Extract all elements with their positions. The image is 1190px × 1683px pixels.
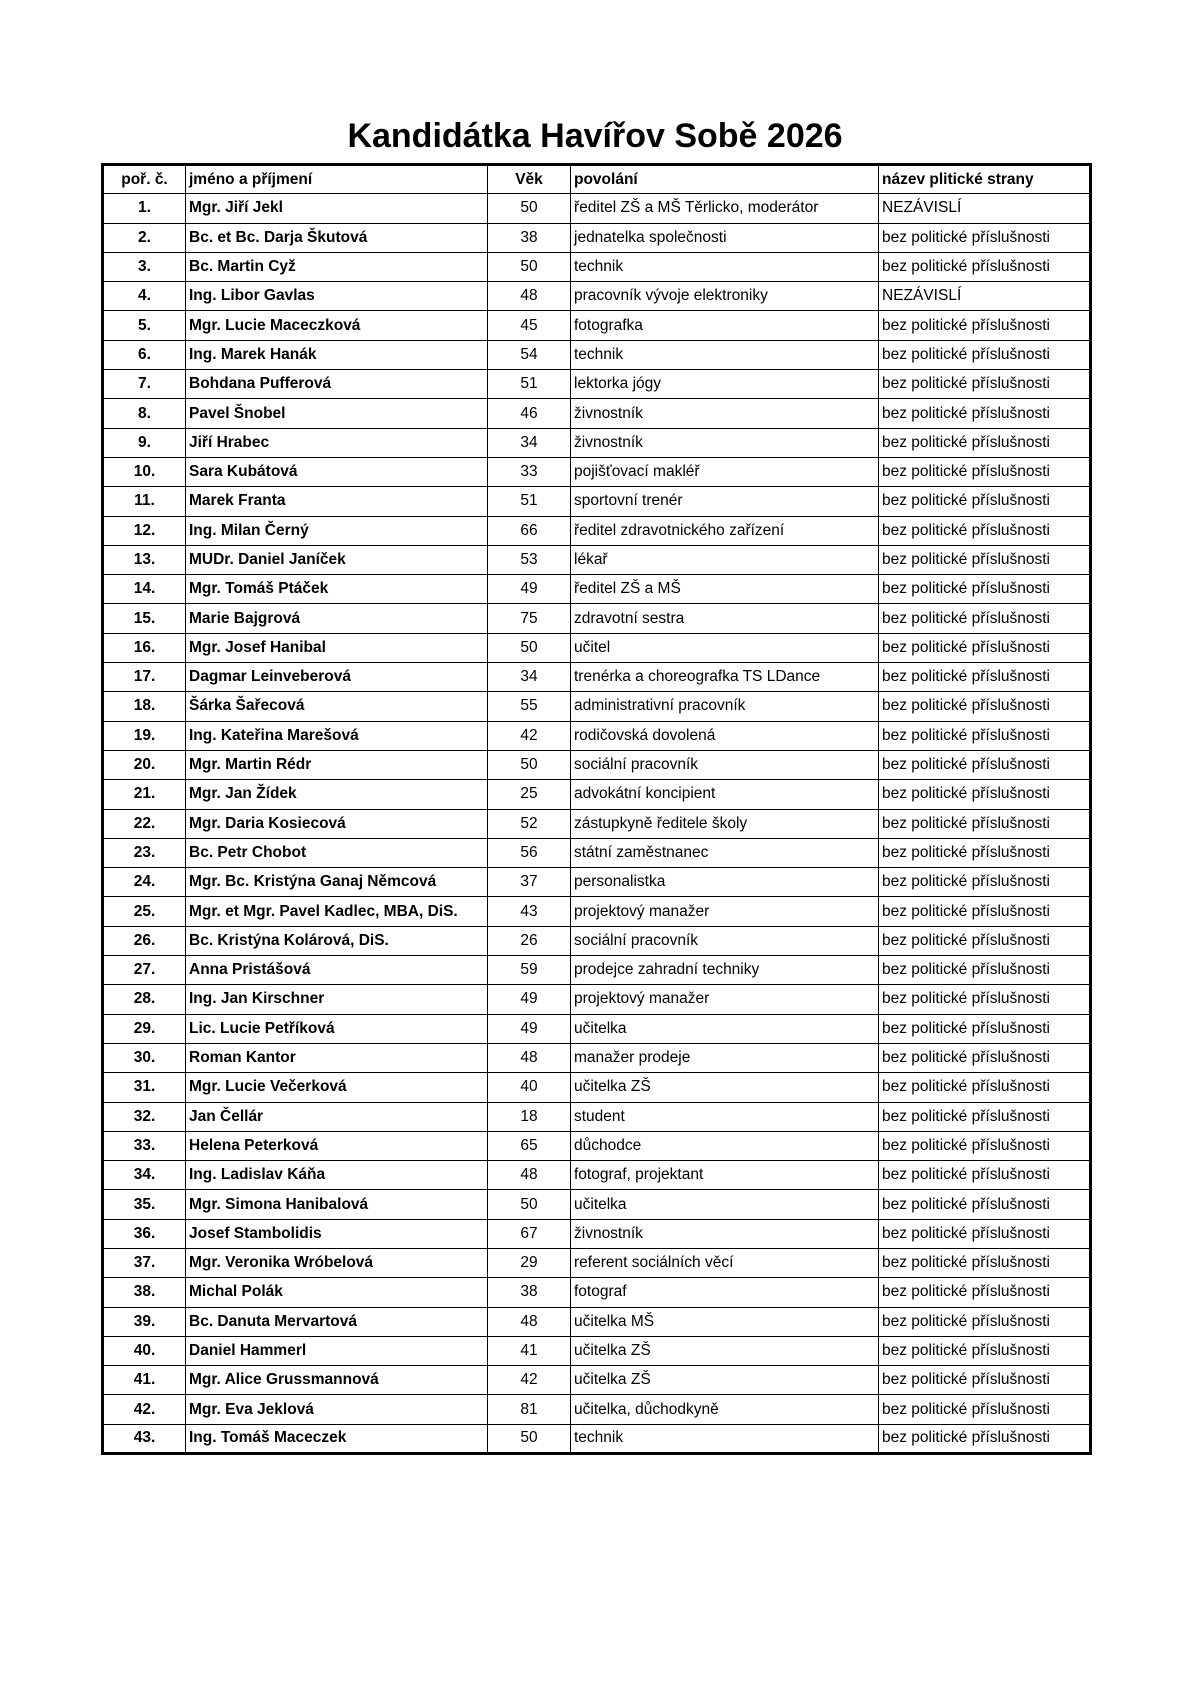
candidate-name: Jan Čellár [186,1102,488,1131]
candidate-occupation: prodejce zahradní techniky [571,956,879,985]
candidate-table [101,163,1092,1455]
row-number: 29. [103,1014,186,1043]
row-number: 26. [103,926,186,955]
candidate-age: 37 [488,868,571,897]
row-number: 40. [103,1336,186,1365]
row-number: 10. [103,457,186,486]
table-row [103,809,1091,838]
table-row [103,399,1091,428]
row-number: 33. [103,1131,186,1160]
candidate-occupation: administrativní pracovník [571,692,879,721]
candidate-age: 26 [488,926,571,955]
table-row [103,252,1091,281]
candidate-name: Sara Kubátová [186,457,488,486]
candidate-occupation: ředitel zdravotnického zařízení [571,516,879,545]
candidate-age: 48 [488,282,571,311]
candidate-occupation: student [571,1102,879,1131]
candidate-name: Ing. Libor Gavlas [186,282,488,311]
candidate-name: Mgr. Martin Rédr [186,750,488,779]
candidate-age: 51 [488,370,571,399]
candidate-occupation: státní zaměstnanec [571,838,879,867]
candidate-occupation: živnostník [571,399,879,428]
row-number: 34. [103,1161,186,1190]
candidate-name: Mgr. Daria Kosiecová [186,809,488,838]
candidate-occupation: důchodce [571,1131,879,1160]
candidate-party: bez politické příslušnosti [879,1131,1091,1160]
table-row [103,1102,1091,1131]
table-row [103,750,1091,779]
candidate-party: bez politické příslušnosti [879,838,1091,867]
candidate-occupation: učitelka MŠ [571,1307,879,1336]
candidate-age: 81 [488,1395,571,1424]
table-row [103,1366,1091,1395]
candidate-occupation: zástupkyně ředitele školy [571,809,879,838]
table-row [103,575,1091,604]
candidate-occupation: učitelka ZŠ [571,1366,879,1395]
candidate-party: bez politické příslušnosti [879,750,1091,779]
row-number: 22. [103,809,186,838]
row-number: 36. [103,1219,186,1248]
row-number: 6. [103,340,186,369]
table-row [103,926,1091,955]
candidate-party: bez politické příslušnosti [879,428,1091,457]
candidate-occupation: referent sociálních věcí [571,1248,879,1277]
candidate-party: bez politické příslušnosti [879,1219,1091,1248]
candidate-name: Daniel Hammerl [186,1336,488,1365]
candidate-age: 54 [488,340,571,369]
candidate-party: bez politické příslušnosti [879,809,1091,838]
candidate-age: 55 [488,692,571,721]
candidate-age: 50 [488,633,571,662]
candidate-occupation: sportovní trenér [571,487,879,516]
table-row [103,1336,1091,1365]
candidate-occupation: advokátní koncipient [571,780,879,809]
table-row [103,428,1091,457]
candidate-name: Mgr. Jiří Jekl [186,194,488,223]
candidate-occupation: lektorka jógy [571,370,879,399]
row-number: 27. [103,956,186,985]
candidate-age: 34 [488,428,571,457]
candidate-occupation: projektový manažer [571,897,879,926]
table-row [103,1014,1091,1043]
table-row [103,545,1091,574]
row-number: 41. [103,1366,186,1395]
candidate-party: bez politické příslušnosti [879,1278,1091,1307]
table-row [103,1131,1091,1160]
row-number: 32. [103,1102,186,1131]
candidate-occupation: fotograf, projektant [571,1161,879,1190]
row-number: 16. [103,633,186,662]
row-number: 8. [103,399,186,428]
row-number: 42. [103,1395,186,1424]
row-number: 4. [103,282,186,311]
candidate-party: bez politické příslušnosti [879,1424,1091,1453]
candidate-name: Mgr. Alice Grussmannová [186,1366,488,1395]
candidate-name: Ing. Milan Černý [186,516,488,545]
candidate-party: bez politické příslušnosti [879,1307,1091,1336]
candidate-party: bez politické příslušnosti [879,1073,1091,1102]
row-number: 9. [103,428,186,457]
candidate-age: 41 [488,1336,571,1365]
candidate-age: 34 [488,663,571,692]
row-number: 30. [103,1043,186,1072]
candidate-name: Mgr. Lucie Večerková [186,1073,488,1102]
candidate-occupation: ředitel ZŠ a MŠ Těrlicko, moderátor [571,194,879,223]
candidate-age: 25 [488,780,571,809]
candidate-name: Anna Pristášová [186,956,488,985]
candidate-occupation: sociální pracovník [571,926,879,955]
table-row [103,897,1091,926]
table-body [103,194,1091,1454]
candidate-name: Bc. Kristýna Kolárová, DiS. [186,926,488,955]
candidate-age: 42 [488,1366,571,1395]
header-name: jméno a příjmení [186,165,488,194]
candidate-age: 29 [488,1248,571,1277]
candidate-name: Marek Franta [186,487,488,516]
candidate-party: bez politické příslušnosti [879,487,1091,516]
row-number: 14. [103,575,186,604]
table-row [103,487,1091,516]
table-row [103,1395,1091,1424]
candidate-age: 67 [488,1219,571,1248]
candidate-name: Mgr. Bc. Kristýna Ganaj Němcová [186,868,488,897]
row-number: 18. [103,692,186,721]
candidate-party: bez politické příslušnosti [879,604,1091,633]
candidate-occupation: učitelka [571,1014,879,1043]
table-row [103,282,1091,311]
table-row [103,1219,1091,1248]
row-number: 19. [103,721,186,750]
candidate-occupation: manažer prodeje [571,1043,879,1072]
table-row [103,868,1091,897]
header-number: poř. č. [103,165,186,194]
candidate-age: 48 [488,1161,571,1190]
candidate-party: bez politické příslušnosti [879,575,1091,604]
candidate-name: Michal Polák [186,1278,488,1307]
candidate-party: bez politické příslušnosti [879,633,1091,662]
candidate-occupation: sociální pracovník [571,750,879,779]
candidate-occupation: živnostník [571,1219,879,1248]
table-row [103,1307,1091,1336]
candidate-name: Lic. Lucie Petříková [186,1014,488,1043]
candidate-party: bez politické příslušnosti [879,1190,1091,1219]
row-number: 23. [103,838,186,867]
table-row [103,692,1091,721]
header-occupation: povolání [571,165,879,194]
table-row [103,1073,1091,1102]
table-row [103,780,1091,809]
table-row [103,985,1091,1014]
candidate-occupation: fotografka [571,311,879,340]
candidate-occupation: fotograf [571,1278,879,1307]
row-number: 1. [103,194,186,223]
table-row [103,1248,1091,1277]
page-title: Kandidátka Havířov Sobě 2026 [347,117,843,155]
candidate-age: 51 [488,487,571,516]
table-row [103,1424,1091,1453]
candidate-age: 45 [488,311,571,340]
candidate-party: bez politické příslušnosti [879,223,1091,252]
candidate-age: 40 [488,1073,571,1102]
candidate-name: Bc. Martin Cyž [186,252,488,281]
header-age: Věk [488,165,571,194]
row-number: 35. [103,1190,186,1219]
candidate-age: 49 [488,1014,571,1043]
row-number: 25. [103,897,186,926]
candidate-occupation: pojišťovací makléř [571,457,879,486]
candidate-occupation: učitelka, důchodkyně [571,1395,879,1424]
table-row [103,663,1091,692]
row-number: 12. [103,516,186,545]
candidate-name: Mgr. Simona Hanibalová [186,1190,488,1219]
table-row [103,838,1091,867]
candidate-name: Bc. Petr Chobot [186,838,488,867]
row-number: 38. [103,1278,186,1307]
row-number: 37. [103,1248,186,1277]
candidate-party: bez politické příslušnosti [879,985,1091,1014]
candidate-name: Mgr. Josef Hanibal [186,633,488,662]
candidate-occupation: jednatelka společnosti [571,223,879,252]
candidate-occupation: učitel [571,633,879,662]
candidate-name: MUDr. Daniel Janíček [186,545,488,574]
candidate-name: Marie Bajgrová [186,604,488,633]
candidate-name: Jiří Hrabec [186,428,488,457]
candidate-party: bez politické příslušnosti [879,1248,1091,1277]
candidate-party: bez politické příslušnosti [879,1161,1091,1190]
candidate-name: Bc. Danuta Mervartová [186,1307,488,1336]
candidate-name: Roman Kantor [186,1043,488,1072]
candidate-party: bez politické příslušnosti [879,340,1091,369]
candidate-occupation: ředitel ZŠ a MŠ [571,575,879,604]
candidate-party: bez politické příslušnosti [879,926,1091,955]
candidate-age: 65 [488,1131,571,1160]
row-number: 20. [103,750,186,779]
candidate-name: Ing. Ladislav Káňa [186,1161,488,1190]
table-row [103,721,1091,750]
candidate-age: 53 [488,545,571,574]
candidate-occupation: lékař [571,545,879,574]
candidate-age: 49 [488,985,571,1014]
row-number: 17. [103,663,186,692]
candidate-party: bez politické příslušnosti [879,1336,1091,1365]
candidate-age: 38 [488,223,571,252]
candidate-name: Bohdana Pufferová [186,370,488,399]
candidate-name: Josef Stambolidis [186,1219,488,1248]
candidate-party: bez politické příslušnosti [879,252,1091,281]
candidate-age: 42 [488,721,571,750]
table-row [103,1278,1091,1307]
candidate-party: bez politické příslušnosti [879,1395,1091,1424]
candidate-age: 48 [488,1307,571,1336]
candidate-name: Mgr. Eva Jeklová [186,1395,488,1424]
candidate-age: 52 [488,809,571,838]
candidate-party: bez politické příslušnosti [879,545,1091,574]
candidate-occupation: technik [571,340,879,369]
candidate-age: 43 [488,897,571,926]
candidate-occupation: zdravotní sestra [571,604,879,633]
candidate-age: 38 [488,1278,571,1307]
candidate-name: Pavel Šnobel [186,399,488,428]
candidate-name: Helena Peterková [186,1131,488,1160]
candidate-name: Mgr. Veronika Wróbelová [186,1248,488,1277]
candidate-party: bez politické příslušnosti [879,868,1091,897]
candidate-party: bez politické příslušnosti [879,457,1091,486]
candidate-party: bez politické příslušnosti [879,721,1091,750]
candidate-party: bez politické příslušnosti [879,1043,1091,1072]
candidate-party: bez politické příslušnosti [879,897,1091,926]
candidate-age: 50 [488,252,571,281]
row-number: 24. [103,868,186,897]
row-number: 11. [103,487,186,516]
table-row [103,457,1091,486]
candidate-occupation: učitelka ZŠ [571,1073,879,1102]
table-row [103,633,1091,662]
table-row [103,1043,1091,1072]
candidate-party: bez politické příslušnosti [879,370,1091,399]
candidate-age: 50 [488,1424,571,1453]
candidate-occupation: živnostník [571,428,879,457]
candidate-age: 50 [488,194,571,223]
table-row [103,311,1091,340]
candidate-name: Mgr. Lucie Maceczková [186,311,488,340]
candidate-occupation: projektový manažer [571,985,879,1014]
candidate-age: 50 [488,1190,571,1219]
candidate-party: bez politické příslušnosti [879,1366,1091,1395]
candidate-name: Šárka Šařecová [186,692,488,721]
table-row [103,956,1091,985]
table-row [103,370,1091,399]
candidate-name: Ing. Kateřina Marešová [186,721,488,750]
candidate-age: 48 [488,1043,571,1072]
candidate-age: 75 [488,604,571,633]
row-number: 5. [103,311,186,340]
candidate-name: Ing. Marek Hanák [186,340,488,369]
candidate-occupation: učitelka ZŠ [571,1336,879,1365]
row-number: 2. [103,223,186,252]
candidate-occupation: učitelka [571,1190,879,1219]
row-number: 21. [103,780,186,809]
candidate-name: Bc. et Bc. Darja Škutová [186,223,488,252]
candidate-occupation: pracovník vývoje elektroniky [571,282,879,311]
candidate-party: bez politické příslušnosti [879,399,1091,428]
candidate-name: Mgr. Tomáš Ptáček [186,575,488,604]
row-number: 31. [103,1073,186,1102]
table-row [103,340,1091,369]
row-number: 3. [103,252,186,281]
candidate-name: Mgr. et Mgr. Pavel Kadlec, MBA, DiS. [186,897,488,926]
candidate-party: bez politické příslušnosti [879,516,1091,545]
candidate-age: 46 [488,399,571,428]
header-party: název plitické strany [879,165,1091,194]
candidate-party: bez politické příslušnosti [879,692,1091,721]
candidate-party: bez politické příslušnosti [879,663,1091,692]
candidate-occupation: rodičovská dovolená [571,721,879,750]
row-number: 15. [103,604,186,633]
candidate-party: bez politické příslušnosti [879,311,1091,340]
candidate-party: bez politické příslušnosti [879,780,1091,809]
table-header-row [103,165,1091,194]
candidate-party: NEZÁVISLÍ [879,194,1091,223]
table-row [103,604,1091,633]
candidate-age: 50 [488,750,571,779]
candidate-party: bez politické příslušnosti [879,1102,1091,1131]
candidate-age: 66 [488,516,571,545]
candidate-occupation: technik [571,252,879,281]
table-row [103,194,1091,223]
row-number: 13. [103,545,186,574]
candidate-name: Ing. Jan Kirschner [186,985,488,1014]
table-row [103,1161,1091,1190]
candidate-occupation: technik [571,1424,879,1453]
candidate-occupation: personalistka [571,868,879,897]
candidate-age: 18 [488,1102,571,1131]
candidate-name: Ing. Tomáš Maceczek [186,1424,488,1453]
candidate-name: Mgr. Jan Žídek [186,780,488,809]
candidate-party: bez politické příslušnosti [879,956,1091,985]
table-row [103,516,1091,545]
candidate-age: 33 [488,457,571,486]
candidate-age: 49 [488,575,571,604]
table-row [103,223,1091,252]
table-row [103,1190,1091,1219]
candidate-party: bez politické příslušnosti [879,1014,1091,1043]
row-number: 7. [103,370,186,399]
row-number: 43. [103,1424,186,1453]
candidate-occupation: trenérka a choreografka TS LDance [571,663,879,692]
row-number: 28. [103,985,186,1014]
candidate-age: 59 [488,956,571,985]
candidate-name: Dagmar Leinveberová [186,663,488,692]
row-number: 39. [103,1307,186,1336]
candidate-age: 56 [488,838,571,867]
candidate-party: NEZÁVISLÍ [879,282,1091,311]
